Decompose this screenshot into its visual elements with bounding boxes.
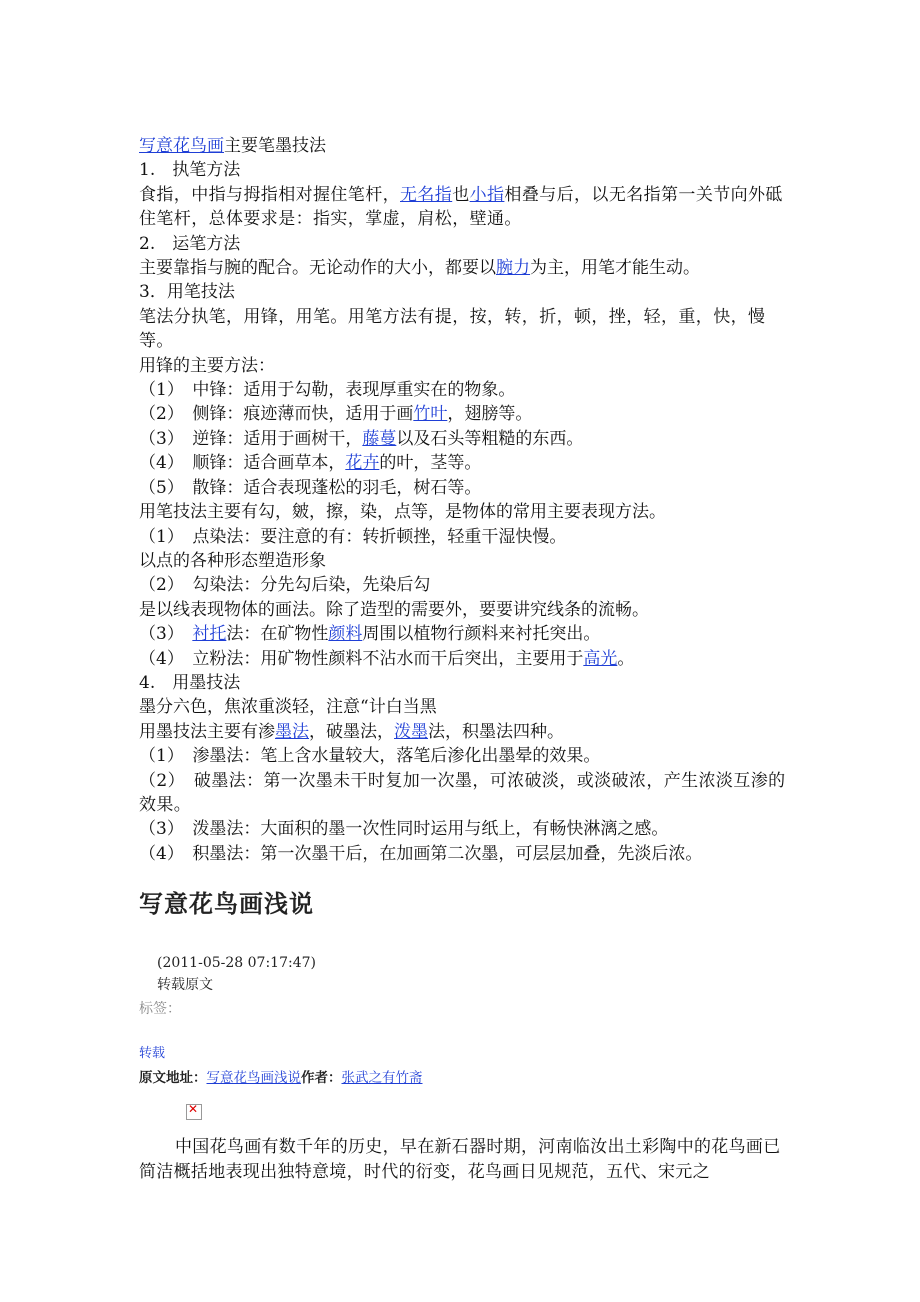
text: ，破墨法， — [309, 721, 394, 742]
text: 相叠与后，以无名指第一关节向外砥住笔杆，总体要求是：指实，掌虚，肩松，壁通。 — [139, 184, 783, 230]
link-xieyi-huaniao[interactable]: 写意花鸟画 — [139, 136, 224, 156]
list-item — [139, 622, 789, 646]
list-item: （5） 散锋：适合表现蓬松的羽毛，树石等。 — [139, 477, 482, 498]
post-date: (2011-05-28 07:17:47) — [157, 955, 316, 971]
list-item — [139, 427, 789, 451]
text: 主要靠指与腕的配合。无论动作的大小，都要以 — [139, 258, 496, 279]
link-yanliao[interactable]: 颜料 — [328, 624, 363, 645]
text: 周围以植物行颜料来衬托突出。 — [362, 624, 601, 645]
text: 食指，中指与拇指相对握住笔杆， — [139, 184, 400, 205]
body-paragraph: 中国花鸟画有数千年的历史，早在新石器时期，河南临汝出土彩陶中的花鸟画已简洁概括地表现出独特意境，时代的衍变，花鸟画日见规范，五代、宋元之 — [139, 1137, 781, 1182]
text: 法，积墨法四种。 — [428, 721, 564, 742]
text-line: 是以线表现物体的画法。除了造型的需要外，要要讲究线条的流畅。 — [139, 599, 649, 620]
paragraph-4: 用锋的主要方法： — [139, 355, 275, 376]
text-line — [139, 720, 789, 744]
link-zhuye[interactable]: 竹叶 — [413, 404, 448, 425]
link-mofa[interactable]: 墨法 — [275, 721, 309, 742]
link-pomo[interactable]: 泼墨 — [394, 721, 428, 742]
text: 以及石头等粗糙的东西。 — [396, 428, 584, 449]
repost-link[interactable]: 转载 — [139, 1046, 166, 1061]
link-wanli[interactable]: 腕力 — [496, 258, 530, 279]
text: ，翅膀等。 — [447, 404, 533, 425]
paragraph-1 — [139, 183, 789, 232]
text: 为主，用笔才能生动。 — [530, 258, 700, 279]
link-wumingzhi[interactable]: 无名指 — [400, 184, 453, 205]
link-xiaozhi[interactable]: 小指 — [469, 184, 505, 205]
text: （3） — [139, 624, 193, 645]
list-item — [139, 647, 789, 671]
list-item: （1） 渗墨法：笔上含水量较大，落笔后渗化出墨晕的效果。 — [139, 746, 601, 767]
heading-4: 4. 用墨技法 — [139, 672, 241, 693]
source-line — [139, 1068, 423, 1088]
author-link[interactable]: 张武之有竹斋 — [341, 1070, 423, 1086]
list-item — [139, 451, 789, 475]
paragraph-5: 用笔技法主要有勾，皴，擦，染，点等，是物体的常用主要表现方法。 — [139, 502, 666, 523]
list-item: （2） 破墨法：第一次墨未干时复加一次墨，可浓破淡，或淡破浓，产生浓淡互渗的效果。 — [139, 770, 786, 815]
heading-text: 主要笔墨技法 — [224, 136, 326, 156]
text: （3） 逆锋：适用于画树干， — [139, 428, 363, 449]
heading-3: 3．用笔技法 — [139, 282, 235, 303]
list-item: （2） 勾染法：分先勾后染，先染后勾 — [139, 575, 431, 596]
link-huahui[interactable]: 花卉 — [345, 453, 380, 474]
text: （4） 立粉法：用矿物性颜料不沾水而干后突出，主要用于 — [139, 648, 584, 669]
author-label: 作者： — [301, 1070, 342, 1086]
post-title: 写意花鸟画浅说 — [139, 890, 314, 918]
article-body — [139, 134, 789, 866]
heading-2: 2. 运笔方法 — [139, 233, 241, 254]
text: 的叶，茎等。 — [379, 453, 482, 474]
link-gaoguang[interactable]: 高光 — [583, 648, 618, 669]
source-link[interactable]: 写意花鸟画浅说 — [206, 1070, 301, 1086]
text: 用墨技法主要有渗 — [139, 721, 275, 742]
heading-1: 1. 执笔方法 — [139, 160, 241, 181]
broken-image-icon: ✕ — [186, 1104, 202, 1120]
text-line: 墨分六色，焦浓重淡轻，注意“计白当黑 — [139, 697, 437, 718]
list-item: （4） 积墨法：第一次墨干后，在加画第二次墨，可层层加叠，先淡后浓。 — [139, 843, 703, 864]
list-item — [139, 402, 789, 426]
link-tengman[interactable]: 藤蔓 — [362, 428, 397, 449]
list-item: （3） 泼墨法：大面积的墨一次性同时运用与纸上，有畅快淋漓之感。 — [139, 819, 669, 840]
source-label: 原文地址： — [139, 1070, 207, 1086]
text: 也 — [452, 184, 470, 205]
tags-label: 标签： — [139, 1001, 181, 1017]
text-line: 以点的各种形态塑造形象 — [139, 550, 326, 571]
text: （2） 侧锋：痕迹薄而快，适用于画 — [139, 404, 414, 425]
text: 法：在矿物性 — [226, 624, 329, 645]
list-item: （1） 中锋：适用于勾勒，表现厚重实在的物象。 — [139, 380, 516, 401]
repost-original-label[interactable]: 转载原文 — [157, 977, 213, 993]
paragraph-3: 笔法分执笔，用锋，用笔。用笔方法有提，按，转，折，顿，挫，轻，重，快，慢等。 — [139, 306, 766, 352]
list-item: （1） 点染法：要注意的有：转折顿挫，轻重干湿快慢。 — [139, 526, 567, 547]
link-chentuo[interactable]: 衬托 — [192, 624, 227, 645]
text: （4） 顺锋：适合画草本， — [139, 453, 346, 474]
paragraph-2 — [139, 256, 789, 280]
text: 。 — [617, 648, 635, 669]
section-heading — [139, 134, 789, 158]
